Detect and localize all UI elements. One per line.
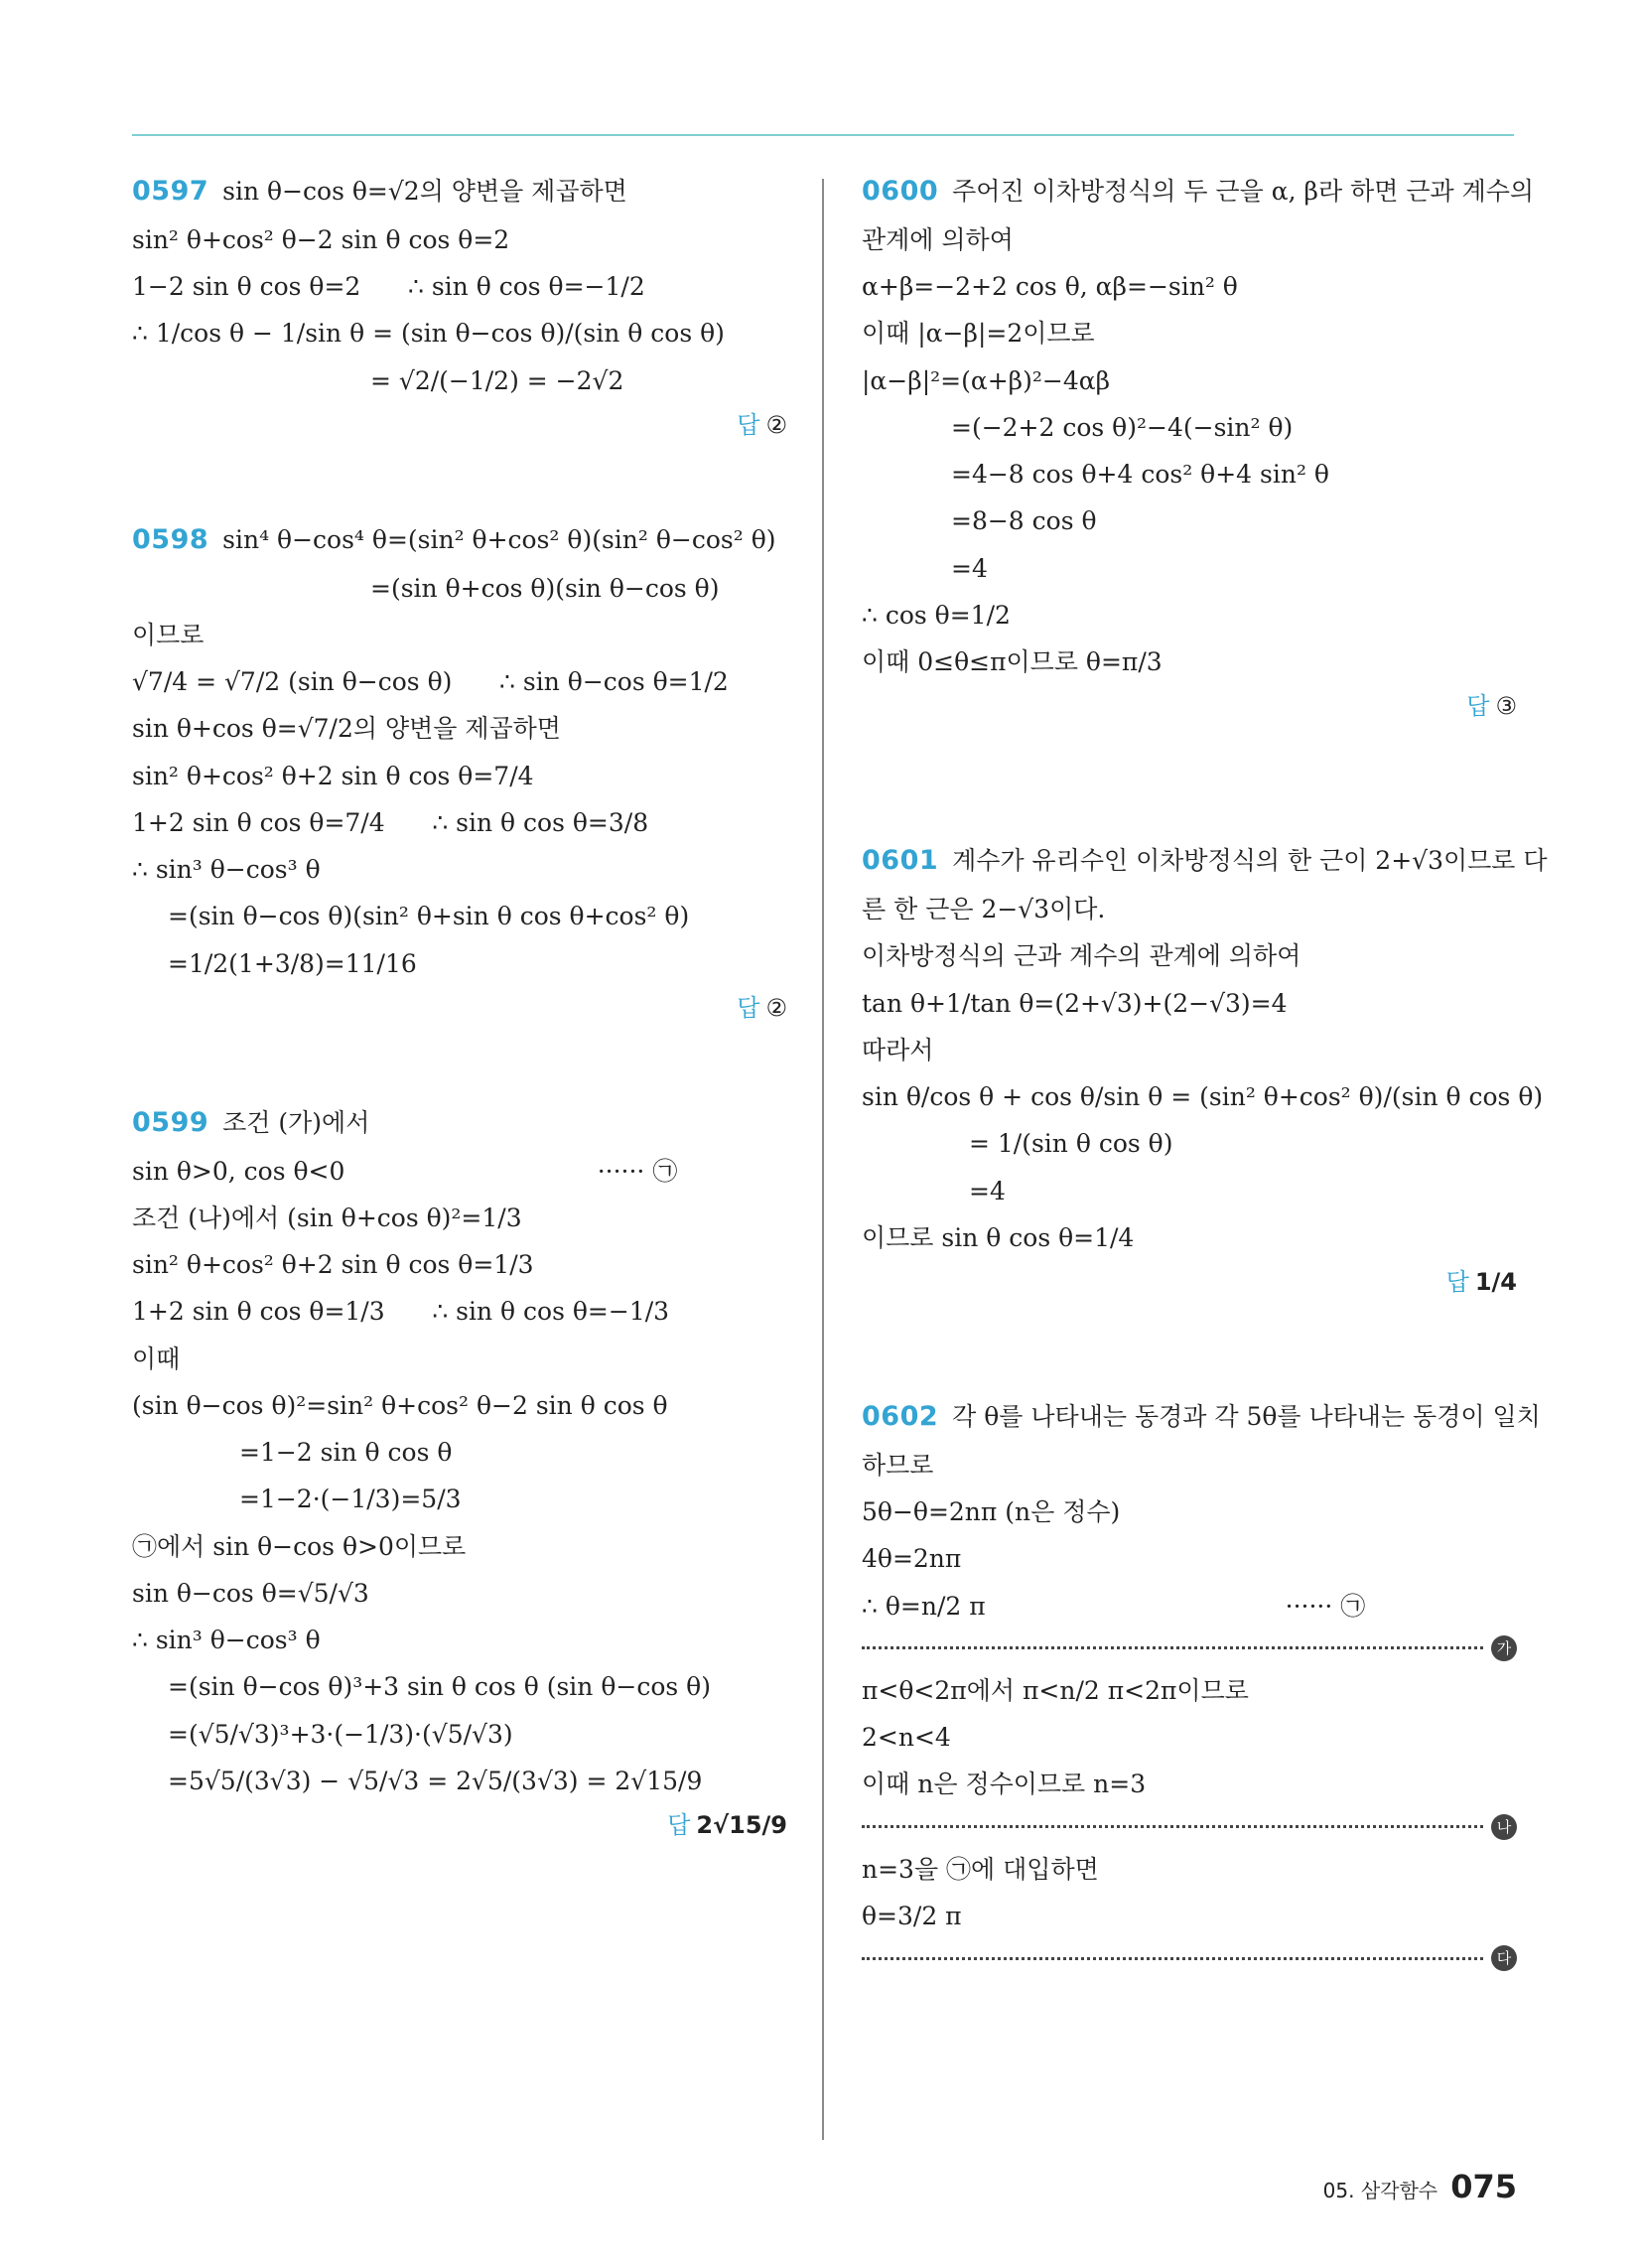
solution-line: sin θ+cos θ=√7/2의 양변을 제곱하면	[132, 714, 561, 744]
solution-line: 1+2 sin θ cos θ=1/3 ∴ sin θ cos θ=−1/3	[132, 1297, 670, 1327]
answer	[132, 987, 787, 1029]
solution-line: 각 θ를 나타내는 동경과 각 5θ를 나타내는 동경이 일치	[952, 1402, 1541, 1431]
problem-number: 0598	[132, 523, 209, 555]
solution-line: α+β=−2+2 cos θ, αβ=−sin² θ	[862, 272, 1238, 301]
solution-line: =8−8 cos θ	[951, 506, 1097, 536]
solution-line: sin² θ+cos² θ−2 sin θ cos θ=2	[132, 224, 510, 254]
solution-line: 이므로	[132, 620, 205, 649]
solution-line: tan θ+1/tan θ=(2+√3)+(2−√3)=4	[862, 988, 1288, 1018]
solution-line: =(−2+2 cos θ)²−4(−sin² θ)	[951, 412, 1294, 442]
step-marker	[862, 1939, 1517, 1977]
solution-line: sin⁴ θ−cos⁴ θ=(sin² θ+cos² θ)(sin² θ−cos² θ)	[222, 524, 776, 554]
solution-line: 이차방정식의 근과 계수의 관계에 의하여	[862, 941, 1301, 971]
solution-line: sin θ−cos θ=√2의 양변을 제곱하면	[222, 177, 627, 206]
column-divider	[822, 179, 824, 2140]
solution-line: =(√5/√3)³+3·(−1/3)·(√5/√3)	[168, 1719, 513, 1749]
solution-line: ∴ cos θ=1/2	[862, 600, 1011, 630]
answer-value: ③	[1495, 692, 1517, 721]
answer	[862, 685, 1517, 727]
solution-line: |α−β|²=(α+β)²−4αβ	[862, 365, 1111, 395]
solution-line: =4	[969, 1176, 1006, 1205]
answer-value: ②	[765, 993, 787, 1022]
solution-line: sin² θ+cos² θ+2 sin θ cos θ=7/4	[132, 761, 534, 790]
solution-line: 조건 (나)에서 (sin θ+cos θ)²=1/3	[132, 1203, 522, 1232]
solution-line: 1+2 sin θ cos θ=7/4 ∴ sin θ cos θ=3/8	[132, 807, 649, 837]
solution-line: 이때 n은 정수이므로 n=3	[862, 1770, 1147, 1799]
step-na-icon: 나	[1491, 1814, 1517, 1840]
step-marker	[862, 1630, 1517, 1667]
answer	[132, 1804, 787, 1846]
problem-0601	[862, 836, 1548, 1303]
solution-line: 1−2 sin θ cos θ=2 ∴ sin θ cos θ=−1/2	[132, 272, 645, 301]
solution-line: 이므로 sin θ cos θ=1/4	[862, 1222, 1135, 1252]
solution-line: = 1/(sin θ cos θ)	[969, 1129, 1173, 1159]
problem-number: 0600	[862, 176, 939, 207]
step-ga-icon: 가	[1491, 1635, 1517, 1661]
solution-line: 2<n<4	[862, 1723, 951, 1752]
solution-line: sin θ−cos θ=√5/√3	[132, 1578, 369, 1608]
left-column	[132, 167, 787, 1846]
solution-line: 계수가 유리수인 이차방정식의 한 근이 2+√3이므로 다	[952, 846, 1548, 876]
solution-line: =5√5/(3√3) − √5/√3 = 2√5/(3√3) = 2√15/9	[168, 1766, 703, 1795]
solution-line: 관계에 의하여	[862, 224, 1014, 254]
right-column	[862, 167, 1548, 1977]
problem-number: 0599	[132, 1106, 209, 1138]
problem-0598	[132, 515, 787, 1029]
problem-number: 0597	[132, 176, 209, 207]
solution-line: sin² θ+cos² θ+2 sin θ cos θ=1/3	[132, 1250, 534, 1279]
solution-line: ∴ 1/cos θ − 1/sin θ = (sin θ−cos θ)/(sin θ cos θ)	[132, 319, 725, 349]
solution-line: ∴ θ=n/2 π ······ ㉠	[862, 1591, 1366, 1621]
solution-line: √7/4 = √7/2 (sin θ−cos θ) ∴ sin θ−cos θ=1/2	[132, 667, 729, 696]
solution-line: 이때 |α−β|=2이므로	[862, 319, 1095, 349]
solution-line: sin θ/cos θ + cos θ/sin θ = (sin² θ+cos² θ)/(sin θ cos θ)	[862, 1082, 1544, 1111]
answer-label: 답	[737, 993, 760, 1022]
solution-line: 하므로	[862, 1450, 934, 1480]
answer-label: 답	[667, 1811, 691, 1839]
solution-line: 이때 0≤θ≤π이므로 θ=π/3	[862, 647, 1163, 676]
solution-line: n=3을 ㉠에 대입하면	[862, 1854, 1099, 1884]
page-footer	[1323, 2168, 1517, 2205]
problem-0597	[132, 167, 787, 446]
solution-line: 4θ=2nπ	[862, 1544, 962, 1574]
solution-line: ㉠에서 sin θ−cos θ>0이므로	[132, 1531, 467, 1561]
solution-line: sin θ>0, cos θ<0 ······ ㉠	[132, 1156, 678, 1186]
answer-value: 2√15/9	[696, 1811, 787, 1839]
page-number: 075	[1450, 2168, 1517, 2205]
answer-label: 답	[1466, 692, 1490, 721]
solution-line: =1/2(1+3/8)=11/16	[168, 948, 417, 978]
solution-line: =4−8 cos θ+4 cos² θ+4 sin² θ	[951, 460, 1329, 489]
problem-0602	[862, 1392, 1541, 1977]
solution-line: =1−2·(−1/3)=5/3	[239, 1485, 462, 1514]
solution-line: (sin θ−cos θ)²=sin² θ+cos² θ−2 sin θ cos θ	[132, 1390, 668, 1420]
solution-line: = √2/(−1/2) = −2√2	[370, 365, 624, 395]
answer-value: ②	[765, 410, 787, 439]
solution-line: 이때	[132, 1344, 181, 1373]
step-da-icon: 다	[1491, 1945, 1517, 1971]
answer-value: 1/4	[1474, 1268, 1517, 1296]
problem-number: 0602	[862, 1401, 939, 1432]
solution-line: 른 한 근은 2−√3이다.	[862, 895, 1106, 923]
solution-line: =(sin θ+cos θ)(sin θ−cos θ)	[370, 573, 720, 603]
answer	[132, 404, 787, 446]
solution-line: ∴ sin³ θ−cos³ θ	[132, 1626, 321, 1654]
solution-line: ∴ sin³ θ−cos³ θ	[132, 855, 321, 884]
solution-line: =1−2 sin θ cos θ	[239, 1438, 453, 1467]
problem-number: 0601	[862, 845, 939, 877]
answer	[862, 1261, 1517, 1303]
solution-line: =(sin θ−cos θ)³+3 sin θ cos θ (sin θ−cos θ)	[168, 1672, 711, 1702]
step-marker	[862, 1808, 1517, 1846]
solution-line: =4	[951, 553, 988, 583]
solution-line: θ=3/2 π	[862, 1901, 962, 1930]
header-rule	[132, 134, 1514, 136]
solution-line: π<θ<2π에서 π<n/2 π<2π이므로	[862, 1675, 1249, 1705]
solution-line: 주어진 이차방정식의 두 근을 α, β라 하면 근과 계수의	[952, 177, 1535, 206]
solution-line: 5θ−θ=2nπ (n은 정수)	[862, 1497, 1121, 1526]
solution-line: =(sin θ−cos θ)(sin² θ+sin θ cos θ+cos² θ)	[168, 902, 690, 931]
solution-line: 따라서	[862, 1035, 934, 1064]
problem-0599	[132, 1098, 787, 1846]
answer-label: 답	[1445, 1268, 1469, 1296]
problem-0600	[862, 167, 1535, 727]
answer-label: 답	[737, 410, 760, 439]
chapter-title: 05. 삼각함수	[1322, 2179, 1438, 2202]
solution-line: 조건 (가)에서	[222, 1107, 370, 1137]
